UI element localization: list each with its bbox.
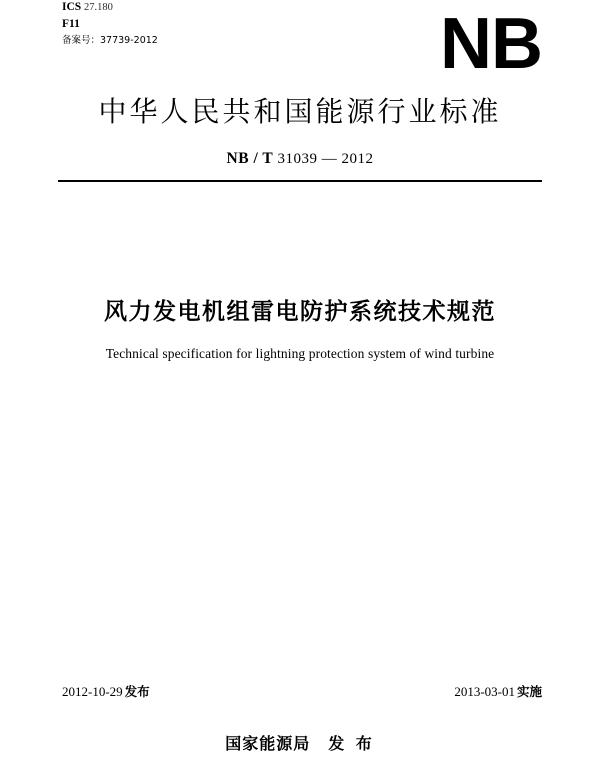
- document-title-en: Technical specification for lightning protection system of wind turbine: [105, 346, 495, 361]
- header-divider: [58, 180, 542, 182]
- issue-date-item: [62, 682, 150, 700]
- publisher-name: 国家能源局: [225, 734, 311, 753]
- document-title-cn: 风力发电机组雷电防护系统技术规范: [104, 299, 496, 325]
- effective-date-label: 实施: [516, 684, 542, 699]
- ics-label: ICS: [62, 1, 82, 13]
- classification-code: F11: [62, 18, 80, 30]
- standard-number-value: 31039 — 2012: [277, 151, 374, 167]
- publisher-line: [0, 731, 600, 754]
- effective-date: 2013-03-01: [454, 684, 515, 699]
- dates-row: [62, 682, 542, 700]
- effective-date-item: [454, 682, 542, 700]
- issuing-body-title: 中华人民共和国能源行业标准: [98, 95, 502, 128]
- standard-number-prefix: NB / T: [226, 150, 274, 167]
- record-number: 备案号：37739-2012: [62, 35, 158, 46]
- nb-logo: NB: [440, 4, 542, 84]
- issue-date: 2012-10-29: [62, 684, 123, 699]
- publisher-verb: 发 布: [328, 734, 375, 753]
- issue-date-label: 发布: [124, 684, 150, 699]
- ics-value: 27.180: [83, 2, 113, 13]
- standard-number: [0, 150, 600, 168]
